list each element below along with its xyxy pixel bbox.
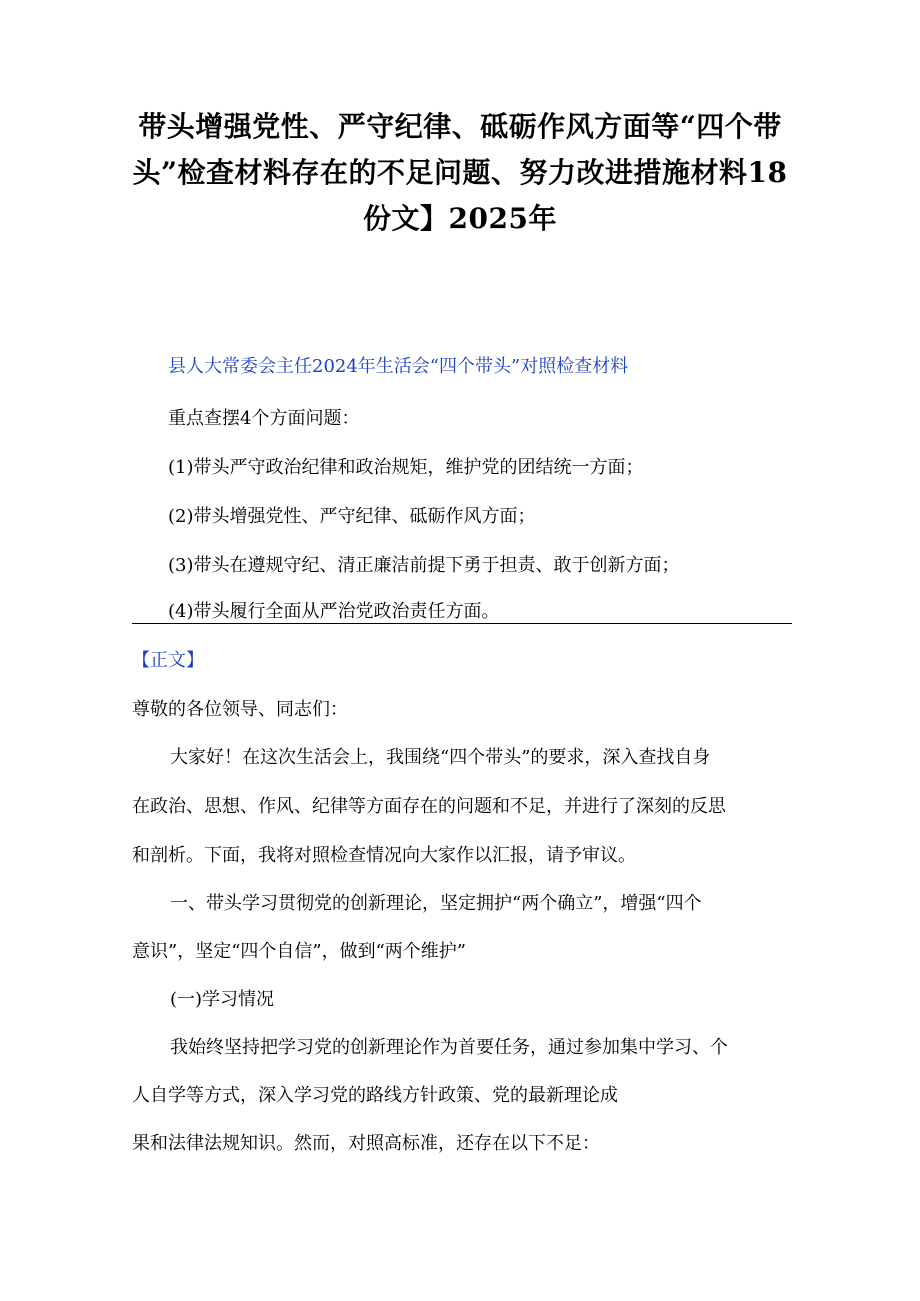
section-subtitle: 县人大常委会主任2024年生活会“四个带头”对照检查材料 — [168, 356, 629, 377]
document-title — [120, 104, 800, 242]
focus-item-2: (2)带头增强党性、严守纪律、砥砺作风方面； — [168, 506, 536, 527]
title-line-2: 头”检查材料存在的不足问题、努力改进措施材料18 — [132, 156, 788, 189]
focus-intro: 重点查摆4个方面问题： — [168, 408, 360, 429]
paragraph-1-line-3: 和剖析。下面，我将对照检查情况向大家作以汇报，请予审议。 — [132, 845, 636, 866]
title-line-1: 带头增强党性、严守纪律、砥砺作风方面等“四个带 — [138, 110, 782, 143]
salutation: 尊敬的各位领导、同志们： — [132, 699, 348, 720]
heading-1-line-2: 意识”，坚定“四个自信”，做到“两个维护” — [132, 941, 467, 962]
focus-item-3: (3)带头在遵规守纪、清正廉洁前提下勇于担责、敢于创新方面； — [168, 555, 680, 576]
body-tag: 【正文】 — [132, 650, 204, 671]
divider — [132, 623, 792, 624]
focus-item-4: (4)带头履行全面从严治党政治责任方面。 — [168, 601, 500, 622]
title-line-3: 份文】2025年 — [363, 202, 557, 235]
paragraph-1-line-1: 大家好！在这次生活会上，我围绕“四个带头”的要求，深入查找自身 — [170, 747, 711, 768]
paragraph-2-line-2: 人自学等方式，深入学习党的路线方针政策、党的最新理论成 — [132, 1085, 618, 1106]
focus-item-1: (1)带头严守政治纪律和政治规矩，维护党的团结统一方面； — [168, 457, 644, 478]
heading-1-line-1: 一、带头学习贯彻党的创新理论，坚定拥护“两个确立”，增强“四个 — [170, 893, 702, 914]
subheading: (一)学习情况 — [170, 989, 275, 1010]
paragraph-2-line-3: 果和法律法规知识。然而，对照高标准，还存在以下不足： — [132, 1133, 600, 1154]
paragraph-2-line-1: 我始终坚持把学习党的创新理论作为首要任务，通过参加集中学习、个 — [170, 1037, 728, 1058]
paragraph-1-line-2: 在政治、思想、作风、纪律等方面存在的问题和不足，并进行了深刻的反思 — [132, 796, 726, 817]
